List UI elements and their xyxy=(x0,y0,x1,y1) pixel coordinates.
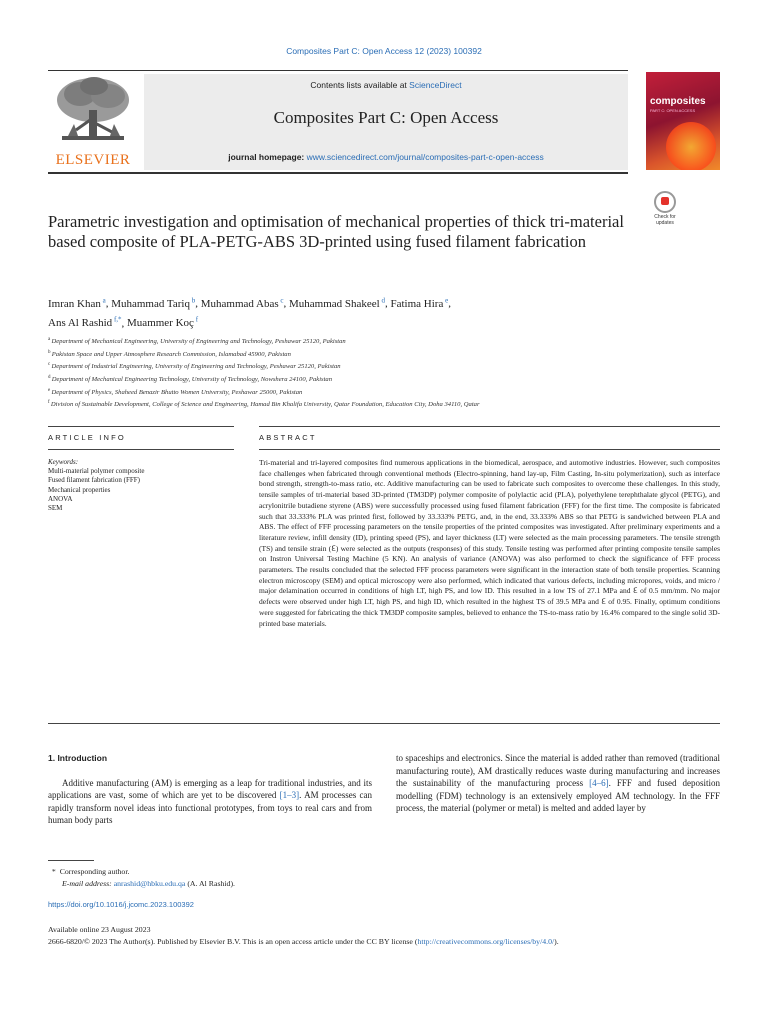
author-name[interactable]: Muhammad Abas $^c$ xyxy=(200,296,284,310)
author-name[interactable]: Fatima Hira $^e$ xyxy=(390,296,449,310)
cover-subtitle: PART C: OPEN ACCESS xyxy=(650,108,696,113)
abstract-text: Tri-material and tri-layered composites find numerous applications in the biomedical, aerospace, and automotive industries. However, such composites face challenges when fabricated through conventional methods (Electro-spinning, hand lay-up, Film Casting, In-situ polymerization), such as interface bond strength, strength-to-mass ratio, etc. Additive manufacturing can be used to fabricate such composites to overcome these challenges. In this study, tensile samples of tri-material based 3D-printed (TM3DP) polymer composite of polylactic acid (PLA), polyethylene terephthalate glycol (PETG), and acrylonitrile butadiene styrene (ABS) were successfully processed using fused filament fabrication (FFF) for the first time. The composite is fabricated such that 33.333% PLA was printed first, followed by 33.333% PETG, and, in the end, 33.333% ABS so that PETG is sandwiched between PLA and ABS. The effect of FFF processing parameters on the tensile properties of the printed composites was investigated. After preliminary experiments and a literature review, infill density (ID), printing speed (PS), and layer thickness (LT) were selected as the main processing parameters. The tensile strength (TS) and tensile strain (ℇ) were selected as the outputs (responses) of this study. Tensile testing was performed after printing composite tensile samples on Instron Universal Testing Machine (5 KN). An analysis of variance (ANOVA) was also performed to check the significance of FFF process parameters. The results concluded that the selected FFF process parameters were significant in the interaction state of both tensile properties. Scanning electron microscopy (SEM) and optical microscopy were also performed, which indicated that various defects, including micropores, voids, and micro / major delamination occurred in conditions of high LT, high PS, and low ID. This resulted in a low TS of 27.1 MPa and ℇ of 0.5 mm/mm. No major defects were observed under high LT, high PS, and high ID, which resulted in the highest TS of 39.5 MPa and ℇ of 0.95. Finally, optimum conditions were suggested for fabricating the thick TM3DP composite samples, believed to enhance the TS-to-mass ratio by 16.4% compared to the single solid 3D-printed base materials. xyxy=(259,458,720,628)
affiliation-item: $^f$ Division of Sustainable Development, College of Science and Engineering, Hamad Bin Khalifa University, Qatar Foundation, Education City, Doha 34110, Qatar xyxy=(48,400,480,409)
affiliation-item: $^c$ Department of Industrial Engineering, University of Engineering and Technology, Peshawar 25120, Pakistan xyxy=(48,362,341,371)
affiliation-item: $^b$ Pakistan Space and Upper Atmosphere Research Commission, Islamabad 45900, Pakistan xyxy=(48,349,291,358)
author-name[interactable]: Muhammad Tariq $^b$ xyxy=(111,296,196,310)
keyword-item: Fused filament fabrication (FFF) xyxy=(48,476,140,485)
author-affiliation-marker[interactable]: a xyxy=(100,296,106,304)
intro-left-column xyxy=(48,752,372,827)
article-info-top-rule xyxy=(48,426,234,427)
author-affiliation-marker[interactable]: e xyxy=(443,296,449,304)
keyword-item: SEM xyxy=(48,504,63,513)
abstract-top-rule xyxy=(259,426,720,427)
email-note: E-mail address: anrashid@hbku.edu.qa (A. Al Rashid). xyxy=(62,879,235,888)
masthead-bottom-rule xyxy=(48,172,628,174)
contents-prefix: Contents lists available at xyxy=(310,80,410,90)
author-affiliation-marker[interactable]: f xyxy=(193,315,199,324)
affiliation-item: $^e$ Department of Physics, Shaheed Benazir Bhutto Women University, Peshawar 25000, Pakistan xyxy=(48,387,303,396)
author-affiliation-marker[interactable]: f,* xyxy=(112,315,122,324)
affiliation-item: $^a$ Department of Mechanical Engineering, University of Engineering and Technology, Peshawar 25120, Pakistan xyxy=(48,337,346,346)
available-online-date: Available online 23 August 2023 xyxy=(48,925,151,934)
elsevier-tree-icon xyxy=(52,74,134,146)
keyword-item: Mechanical properties xyxy=(48,485,111,494)
paper-title: Parametric investigation and optimisation of mechanical properties of thick tri-material based composite of PLA-PETG-ABS 3D-printed using fused filament fabrication xyxy=(48,212,624,251)
article-info-mid-rule xyxy=(48,449,234,450)
author-name[interactable]: Muammer Koç $^f$ xyxy=(127,315,199,330)
corresponding-author-note: * Corresponding author. xyxy=(48,867,130,876)
check-updates-icon xyxy=(654,191,676,213)
elsevier-logo[interactable] xyxy=(48,74,138,170)
citation-link[interactable]: [1–3] xyxy=(279,790,300,801)
author-name[interactable]: Ans Al Rashid $^{f,*}$ xyxy=(48,315,122,330)
journal-cover-image[interactable] xyxy=(646,72,720,170)
affiliation-item: $^d$ Department of Mechanical Engineering Technology, University of Technology, Nowshera 24100, Pakistan xyxy=(48,375,333,384)
keyword-item: Multi-material polymer composite xyxy=(48,467,145,476)
cover-graphic xyxy=(666,122,716,170)
journal-reference[interactable]: Composites Part C: Open Access 12 (2023) 100392 xyxy=(286,46,482,56)
keywords-label: Keywords: xyxy=(48,458,79,466)
email-link[interactable]: anrashid@hbku.edu.qa xyxy=(113,879,186,888)
homepage-label: journal homepage: xyxy=(228,152,307,162)
contents-lists-line xyxy=(144,80,628,90)
footnote-rule xyxy=(48,860,94,861)
intro-paragraph: Additive manufacturing (AM) is emerging as a leap for traditional industries, and its applications are vast, some of which are yet to be discovered [1–3]. AM processes can rapidly transform novel ideas into functional prototypes, from toys to real cars and from human body parts xyxy=(48,777,373,826)
footnote xyxy=(48,866,720,890)
article-info-heading: ARTICLE INFO xyxy=(48,433,126,442)
journal-homepage-link[interactable]: www.sciencedirect.com/journal/composites-part-c-open-access xyxy=(306,152,544,162)
license-link[interactable]: http://creativecommons.org/licenses/by/4.0/ xyxy=(417,937,555,946)
check-for-updates-button[interactable] xyxy=(647,191,683,231)
abstract-bottom-rule xyxy=(48,723,720,724)
intro-paragraph-continued: to spaceships and electronics. Since the material is added rather than removed (traditional manufacturing route), AM drastically reduces waste during manufacturing and increases the sustainability of the manufacturing process [4–6]. FFF and fused deposition modelling (FDM) technology is an extensively employed AM technology. In the FFF process, the material (polymer or metal) is melted and added layer by xyxy=(396,753,720,814)
journal-title: Composites Part C: Open Access xyxy=(273,108,499,127)
publication-info xyxy=(48,924,738,948)
license-line: 2666-6820/© 2023 The Author(s). Published by Elsevier B.V. This is an open access article under the CC BY license (http://creativecommons.org/licenses/by/4.0/). xyxy=(48,937,559,946)
masthead-top-rule xyxy=(48,70,628,71)
author-name[interactable]: Imran Khan $^a$ xyxy=(48,296,106,310)
author-affiliation-marker[interactable]: b xyxy=(189,296,196,304)
intro-heading: 1. Introduction xyxy=(48,753,108,763)
journal-homepage-line xyxy=(144,152,628,162)
affiliation-list xyxy=(48,335,720,411)
author-name[interactable]: Muhammad Shakeel $^d$ xyxy=(289,296,385,310)
masthead-band xyxy=(144,74,628,170)
cover-title: composites xyxy=(650,96,706,107)
author-affiliation-marker[interactable]: d xyxy=(379,296,385,304)
check-updates-label: Check for updates xyxy=(654,214,676,226)
journal-masthead xyxy=(48,70,720,174)
author-affiliation-marker[interactable]: c xyxy=(278,296,284,304)
author-list: Imran Khan $^a$, Muhammad Tariq $^b$, Muhammad Abas $^c$, Muhammad Shakeel $^d$, Fatima Hira $^e$, Ans Al Rashid $^{f,*}$, Muammer Koç $^f$ xyxy=(48,296,451,330)
intro-right-column xyxy=(396,752,720,815)
keyword-item: ANOVA xyxy=(48,494,73,503)
sciencedirect-link[interactable]: ScienceDirect xyxy=(409,80,462,90)
keywords-block xyxy=(48,458,238,513)
citation-link[interactable]: [4–6] xyxy=(589,778,609,789)
elsevier-wordmark: ELSEVIER xyxy=(55,152,131,168)
abstract-mid-rule xyxy=(259,449,720,450)
abstract-heading: ABSTRACT xyxy=(259,433,317,442)
doi-link[interactable]: https://doi.org/10.1016/j.jcomc.2023.100392 xyxy=(48,900,194,909)
